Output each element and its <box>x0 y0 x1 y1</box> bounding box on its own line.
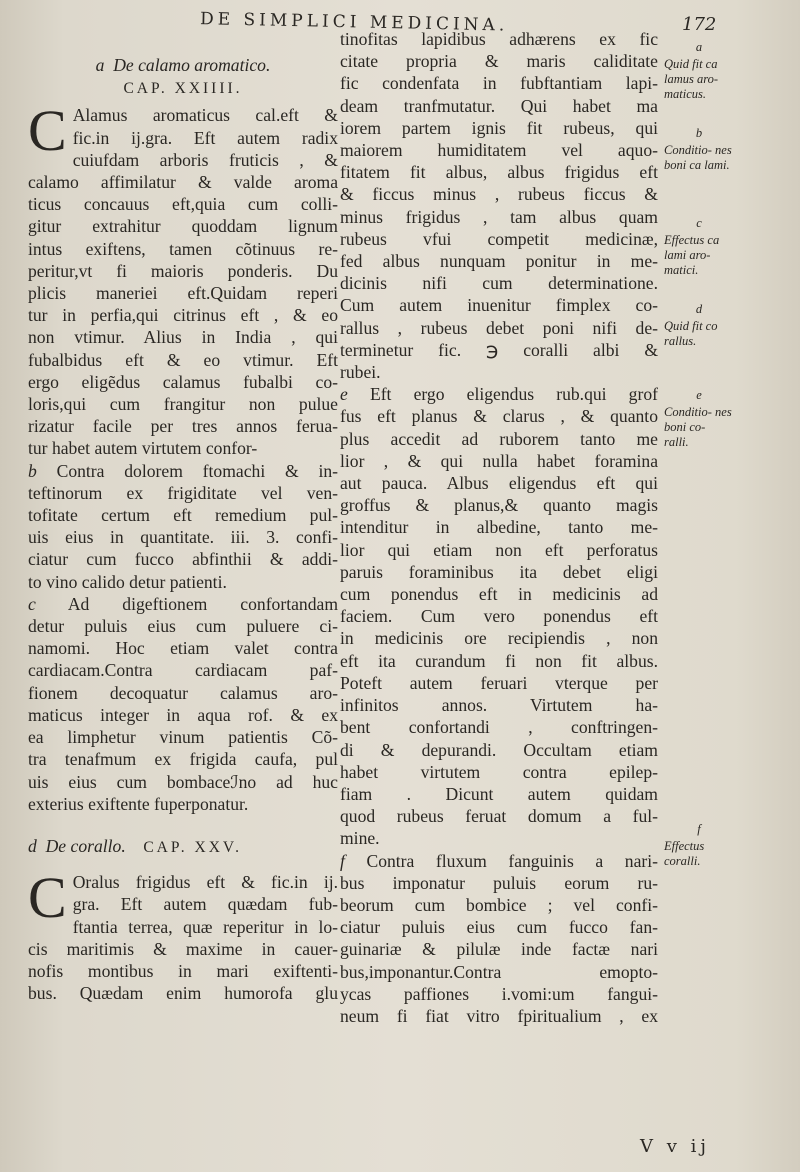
left-column <box>28 54 338 1004</box>
running-head: DE SIMPLICI MEDICINA. <box>199 9 509 36</box>
marginal-note-e: e Conditio- nes boni co- ralli. <box>664 388 732 449</box>
signature-mark: V v ij <box>640 1136 710 1157</box>
right-column <box>340 28 658 1027</box>
note-marker-b: b <box>28 460 37 481</box>
marginal-note-c: c Effectus ca lami aro- matici. <box>664 216 720 277</box>
note-marker-e: e <box>340 384 348 405</box>
paragraph-f: f Contra fluxum fanguinis a nari- bus imponatur puluis eorum ru- beorum cum bombice ; vel confi- ciatur puluis eius cum fucco fan- guinariæ & pilulæ inde factæ nari bus,imponantur.Contra emopto- ycas paffiones i.vomi:um fangui- neum fi fiat vitro fpiritualium , ex <box>340 850 658 1026</box>
note-marker-d: d <box>28 835 37 856</box>
note-marker-f: f <box>340 850 345 871</box>
paragraph-calamus-intro: C Alamus aromaticus cal.eft & fic.in ij.gra. Eft autem radix cuiufdam arboris fruticis , & calamo affimilatur & valde aroma ticus concauus eft,quia cum colli- gitur extrahitur quoddam lignum intus exiftens, tamen cõtinuus re- peritur,vt fi maioris ponderis. Du plicis maneriei eft.Quidam reperi tur in perfia,qui citrinus eft , & eo non vtimur. Alius in India , qui fubalbidus eft & eo vtimur. Eft ergo eligẽdus calamus fubalbi co- loris,qui cum frangitur non pulue rizatur facile per tres annos ferua- tur habet autem virtutem confor- <box>28 98 338 459</box>
chapter-heading-calamus: a De calamo aromatico. <box>95 55 271 75</box>
page-number: 172 <box>682 14 717 35</box>
marginal-note-f: f Effectus coralli. <box>664 822 705 868</box>
note-marker-c: c <box>28 593 36 614</box>
paragraph-corallus-intro: C Oralus frigidus eft & fic.in ij. gra. Eft autem quædam fub- ftantia terrea, quæ reperitur in lo- cis maritimis & maxime in cauer- nofis montibus in mari exiftenti- bus. Quædam enim humorofa glu <box>28 865 338 1004</box>
drop-capital-2: C <box>28 865 67 931</box>
marginal-note-b: b Conditio- nes boni ca lami. <box>664 126 732 172</box>
marginal-note-d: d Quid fit co rallus. <box>664 302 718 348</box>
paragraph-c: c Ad digeftionem confortandam detur puluis eius cum puluere ci- namomi. Hoc etiam valet contra cardiacam.Contra cardiacam paf- fionem decoquatur calamus aro- maticus integer in aqua rof. & ex ea limphetur vinum patientis Cõ- tra tenafmum ex frigida caufa, pul uis eius cum bombaceℐno ad huc exterius exiftente fuperponatur. <box>28 593 338 814</box>
drop-capital: C <box>28 98 67 164</box>
chapter-heading-corallus: d De corallo. CAP. XXV. <box>28 835 242 856</box>
note-marker-a: a <box>95 55 105 75</box>
paragraph-corallus-continued: tinofitas lapidibus adhærens ex fic citate propria & maris caliditate fic condenfata in fubftantiam lapi- deam tranfmutatur. Qui habet ma iorem partem ignis fit rubeus, qui maiorem humiditatem vel aquo- fitatem fit albus, albus frigidus eft & ficcus minus , rubeus ficcus & minus frigidus , tam albus quam rubeus vfui competit medicinæ, fed albus nunquam ponitur in me- dicinis nifi cum determinatione. Cum autem inuenitur fimplex co- rallus , rubeus debet poni nifi de- terminetur fic. ℈ coralli albi & rubei. <box>340 29 658 383</box>
marginal-note-a: a Quid fit ca lamus aro- maticus. <box>664 40 719 101</box>
chapter-number: CAP. XXIIII. <box>123 80 243 98</box>
paragraph-b: b Contra dolorem ftomachi & in- teftinorum ex frigiditate vel ven- tofitate certum eft remedium pul- uis eius in quantitate. iii. 3. confi- ciatur cum fucco abfinthii & addi- to vino calido detur patienti. <box>28 460 338 592</box>
paragraph-e: e Eft ergo eligendus rub.qui grof fus eft planus & clarus , & quanto plus accedit ad ruborem tanto me lior , & qui nulla habet foramina aut pauca. Albus eligendus eft qui groffus & planus,& quanto magis intenditur in albedine, tanto me- lior qui etiam non eft perforatus paruis foraminibus ita debet eligi cum ponendus eft in medicinis ad faciem. Cum vero ponendus eft in medicinis ore recipiendis , non eft ita curandum fi non fit albus. Poteft autem feruari vterque per infinitos annos. Virtutem ha- bent confortandi , conftringen- di & depurandi. Occultam etiam habet virtutem contra epilep- fiam . Dicunt autem quidam quod rubeus feruat domum a ful- mine. <box>340 384 658 849</box>
